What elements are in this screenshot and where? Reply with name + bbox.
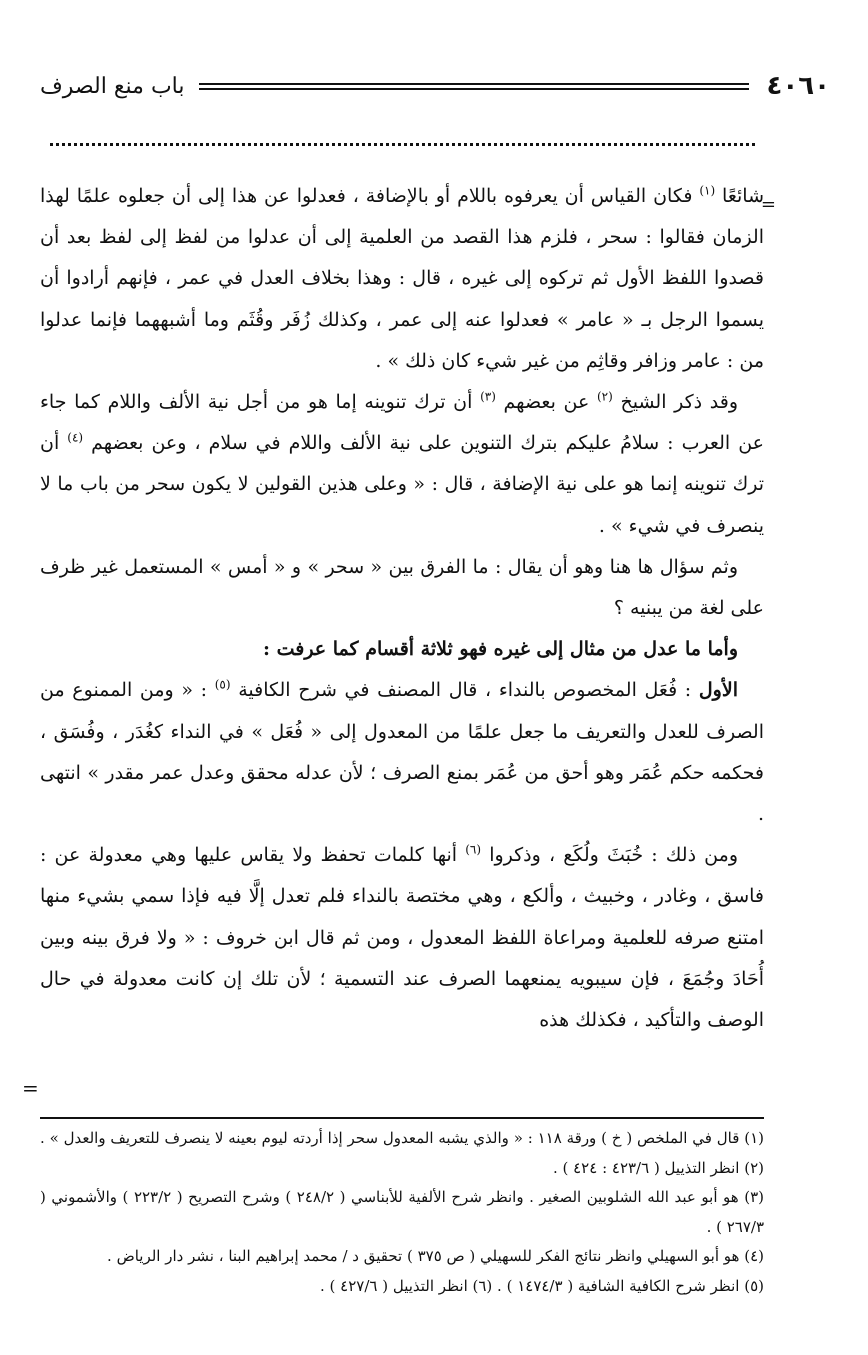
dotted-separator: [50, 143, 755, 146]
text-run: أن ترك تنوينه إما هو من أجل نية الألف واللام كما جاء عن العرب : سلامُ عليكم بترك التنوين على نية الألف واللام في سلام ، وعن بعضهم: [40, 391, 764, 455]
footnote-1-2: (١) قال في الملخص ( خ ) ورقة ١١٨ : « والذي يشبه المعدول سحر إذا أردته ليوم بعينه لا ينصرف للتعريف والعدل » . (٢) انظر التذييل ( ٤٢٣/٦ : ٤٢٤ ) .: [40, 1129, 764, 1177]
footnote-ref-6: (٦): [465, 842, 482, 857]
paragraph-1: [40, 176, 764, 382]
text-run: عن بعضهم: [495, 391, 597, 414]
main-text: [40, 176, 764, 1041]
continuation-mark: =: [760, 194, 776, 215]
paragraph-3: وثم سؤال ها هنا وهو أن يقال : ما الفرق بين « سحر » و « أمس » المستعمل غير ظرف على لغة من يبنيه ؟: [40, 555, 764, 620]
text-run: ومن ذلك : خُبَثَ ولُكَع ، وذكروا: [481, 844, 738, 867]
text-run: وقد ذكر الشيخ: [612, 391, 738, 414]
text-run: أن ترك تنوينه إنما هو على نية الإضافة ، قال : « وعلى هذين القولين لا يكون سحر من باب ما لا ينصرف في شيء » .: [40, 432, 764, 537]
footnote-ref-3: (٣): [480, 389, 496, 404]
text-run: : فُعَل المخصوص بالنداء ، قال المصنف في شرح الكافية: [230, 679, 699, 702]
footnote-5-6: (٥) انظر شرح الكافية الشافية ( ١٤٧٤/٣ ) . (٦) انظر التذييل ( ٤٢٧/٦ ) .: [320, 1276, 764, 1295]
running-header: [40, 66, 830, 106]
footnote-4: (٤) هو أبو السهيلي وانظر نتائج الفكر للسهيلي ( ص ٣٧٥ ) تحقيق د / محمد إبراهيم البنا ، نشر دار الرياض .: [107, 1247, 764, 1265]
section-heading: وأما ما عدل من مثال إلى غيره فهو ثلاثة أقسام كما عرفت :: [262, 638, 738, 661]
footnotes: [40, 1124, 764, 1301]
chapter-title: باب منع الصرف: [40, 73, 185, 99]
footnote-3: (٣) هو أبو عبد الله الشلوبين الصغير . وانظر شرح الألفية للأبناسي ( ٢٤٨/٢ ) وشرح التصريح ( ٢٢٣/٢ ) والأشموني ( ٢٦٧/٣ ) .: [40, 1188, 764, 1236]
paragraph-2: [40, 382, 764, 547]
continuation-end-mark: =: [22, 1076, 39, 1100]
footnote-ref-2: (٢): [596, 389, 613, 404]
page-number: ٤٠٦٠: [766, 71, 830, 101]
text-run: فكان القياس أن يعرفوه باللام أو بالإضافة ، فعدلوا عن هذا إلى أن جعلوه علمًا لهذا الزمان فقالوا : سحر ، فلزم هذا القصد من العلمية إلى أن عدلوا من لفظ إلى لفظ بعد أن قصدوا اللفظ الأول ثم تركوه إلى غيره ، قال : وهذا بخلاف العدل في عمر ، فإنهم أرادوا أن يسموا الرجل بـ « عامر » فعدلوا عنه إلى عمر ، وكذلك زُفَر وقُثَم وما أشبههما فإنما عدلوا من : عامر وزافر وقاثِم من غير شيء كان ذلك » .: [40, 185, 764, 372]
lead-word: الأول: [698, 679, 738, 702]
text-run: أنها كلمات تحفظ ولا يقاس عليها وهي معدولة عن : فاسق ، وغادر ، وخبيث ، وألكع ، وهي مختصة بالنداء فلم تعدل إلَّا فيه فإذا سمي بشيء منها امتنع صرفه للعلمية ومراعاة اللفظ المعدول ، ومن ثم قال ابن خروف : « ولا فرق بينه وبين أُحَادَ وجُمَعَ ، فإن سيبويه يمنعهما الصرف عند التسمية ؛ لأن تلك إن كانت معدولة في حال الوصف والتأكيد ، فكذلك هذه: [40, 844, 764, 1032]
footnote-ref-4: (٤): [67, 430, 84, 445]
footnote-separator: [40, 1117, 764, 1119]
text-run: : « ومن الممنوع من الصرف للعدل والتعريف ما جعل علمًا من المعدول إلى « فُعَل » في النداء كغُدَر ، وفُسَق ، فحكمه حكم عُمَر وهو أحق من عُمَر بمنع الصرف ؛ لأن عدله محقق وعدل عمر مقدر » انتهى .: [40, 679, 764, 826]
text-run: شائعًا: [722, 185, 764, 207]
footnote-ref-5: (٥): [214, 678, 231, 693]
footnote-ref-1: (١): [699, 183, 716, 198]
header-double-rule: [199, 83, 749, 90]
paragraph-5: [40, 670, 764, 835]
paragraph-6: [40, 835, 764, 1041]
